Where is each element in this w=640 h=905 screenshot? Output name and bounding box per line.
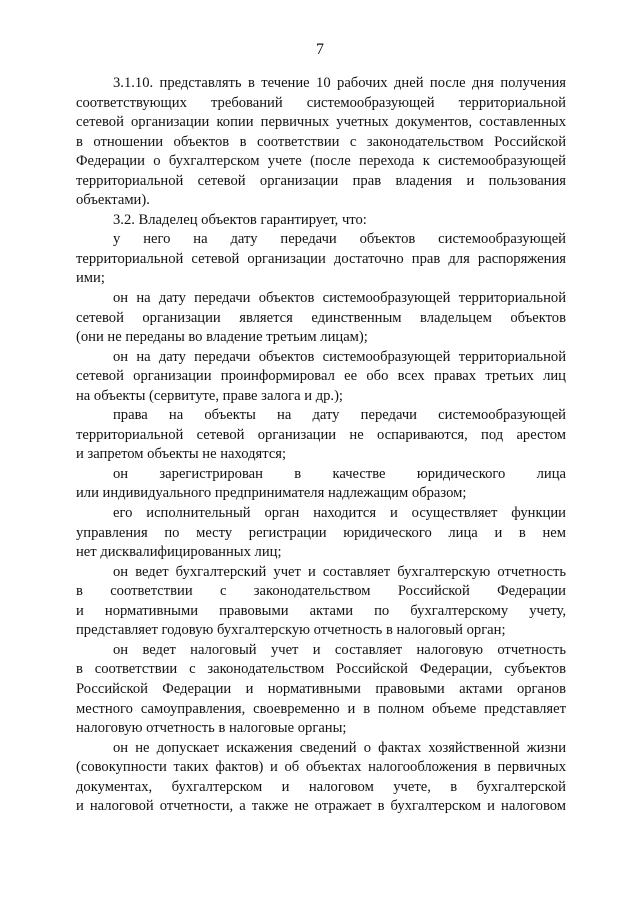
- text-line: соответствующих требований системообразующей территориальной: [76, 94, 566, 111]
- text-line: Российской Федерации и нормативными правовыми актами органов: [76, 680, 566, 697]
- text-line: и запретом объекты не находятся;: [76, 446, 287, 463]
- text-line: (они не переданы во владение третьим лицам);: [76, 329, 368, 346]
- text-line: он на дату передачи объектов системообразующей территориальной: [113, 290, 566, 307]
- text-line: управления по месту регистрации юридического лица и в нем: [76, 524, 566, 541]
- text-line: сетевой организации копии первичных учетных документов, составленных: [76, 114, 566, 131]
- text-line: территориальной сетевой организации не оспариваются, под арестом: [76, 426, 566, 443]
- text-line: документах, бухгалтерском и налоговом учете, в бухгалтерской: [76, 778, 566, 795]
- text-line: он ведет налоговый учет и составляет налоговую отчетность: [113, 641, 566, 658]
- text-line: сетевой организации проинформировал ее обо всех правах третьих лиц: [76, 368, 566, 385]
- document-body: [76, 74, 566, 817]
- text-line: местного самоуправления, своевременно и в полном объеме представляет: [76, 700, 566, 717]
- text-line: он не допускает искажения сведений о фактах хозяйственной жизни: [113, 739, 566, 756]
- text-line: в соответствии с законодательством Российской Федерации, субъектов: [76, 661, 566, 678]
- text-line: в соответствии с законодательством Российской Федерации: [76, 583, 566, 600]
- text-line: у него на дату передачи объектов системообразующей: [113, 231, 566, 248]
- text-line: его исполнительный орган находится и осуществляет функции: [113, 505, 566, 522]
- text-line: 3.2. Владелец объектов гарантирует, что:: [113, 211, 367, 228]
- text-line: ими;: [76, 270, 105, 287]
- text-line: (совокупности таких фактов) и об объектах налогообложения в первичных: [76, 759, 566, 776]
- text-line: нет дисквалифицированных лиц;: [76, 544, 282, 561]
- text-line: он зарегистрирован в качестве юридического лица: [113, 465, 566, 482]
- text-line: 3.1.10. представлять в течение 10 рабочих дней после дня получения: [113, 75, 566, 91]
- text-line: территориальной сетевой организации достаточно прав для распоряжения: [76, 250, 566, 267]
- text-line: налоговую отчетность в налоговые органы;: [76, 720, 347, 737]
- text-line: сетевой организации является единственным владельцем объектов: [76, 309, 566, 326]
- text-line: представляет годовую бухгалтерскую отчетность в налоговый орган;: [76, 622, 506, 639]
- text-line: объектами).: [76, 192, 150, 209]
- text-line: и нормативными правовыми актами по бухгалтерскому учету,: [76, 602, 566, 619]
- text-line: в отношении объектов в соответствии с законодательством Российской: [76, 133, 566, 150]
- text-line: или индивидуального предпринимателя надлежащим образом;: [76, 485, 467, 502]
- text-line: он ведет бухгалтерский учет и составляет бухгалтерскую отчетность: [113, 563, 566, 580]
- text-line: на объекты (сервитуте, праве залога и др.);: [76, 387, 343, 404]
- text-line: и налоговой отчетности, а также не отражает в бухгалтерском и налоговом: [76, 798, 566, 815]
- text-line: он на дату передачи объектов системообразующей территориальной: [113, 348, 566, 365]
- text-line: права на объекты на дату передачи системообразующей: [113, 407, 566, 424]
- page-number: 7: [316, 41, 324, 58]
- text-line: территориальной сетевой организации прав владения и пользования: [76, 172, 566, 189]
- text-line: Федерации о бухгалтерском учете (после перехода к системообразующей: [76, 153, 566, 170]
